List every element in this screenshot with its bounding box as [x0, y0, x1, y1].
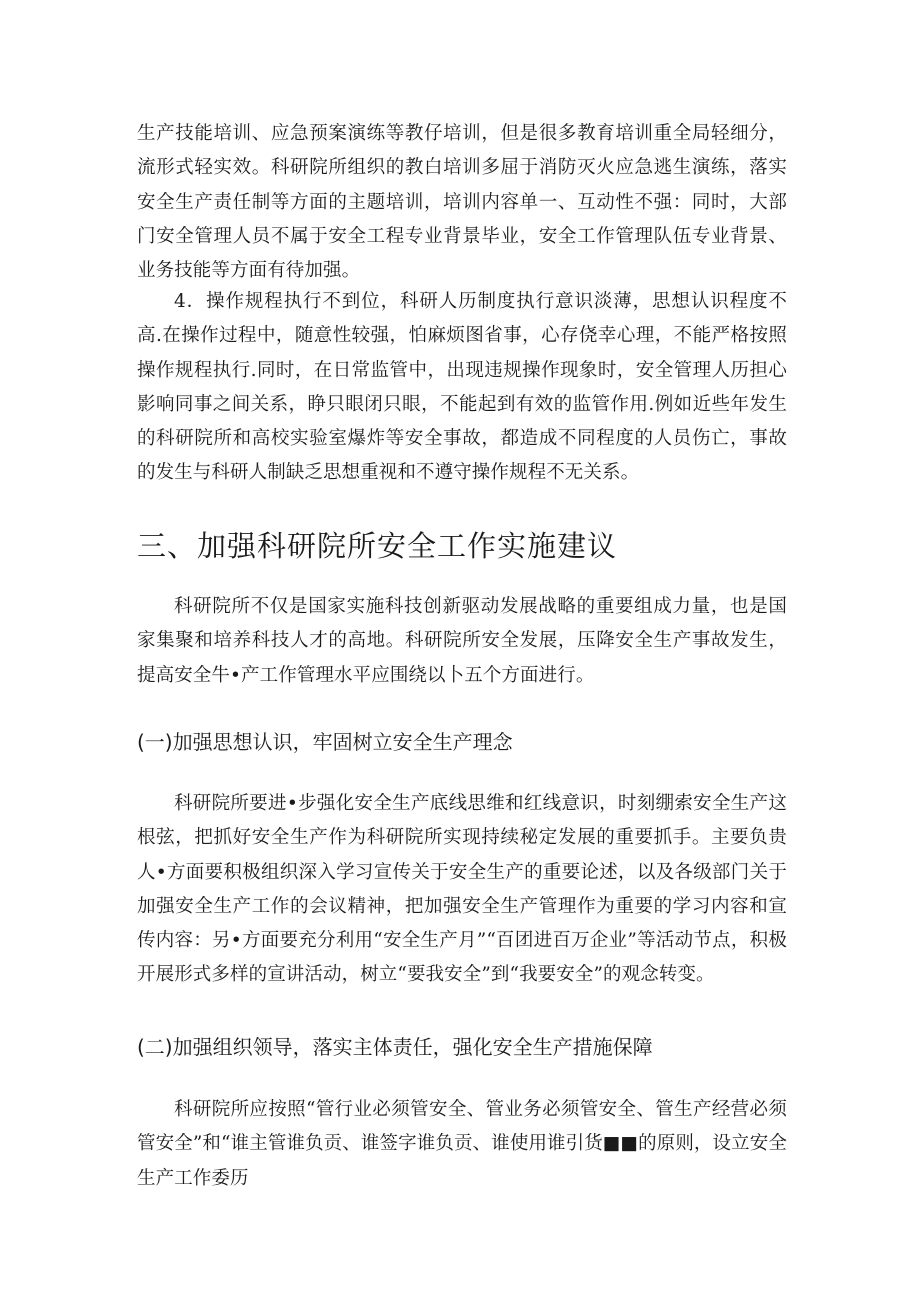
paragraph-leadership-details: 科研院所应按照“管行业必须管安全、管业务必须管安全、管生产经营必须管安全”和“谁主管谁负贡、谁签字谁负贡、谁使用谁引货■■的原则，设立安全生产工作委历 [137, 1099, 787, 1189]
paragraph-training-issues: 生产技能培训、应急预案演练等教仔培训，但是很多教育培训重全局轻细分，流形式轻实效。科研院所组织的教白培训多屈于消防灭火应急逃生演练，落实安全生产责任制等方面的主题培训，培训内容单一、互动性不强：同时，大部门安全管理人员不属于安全工程专业背景毕业，安全工作管理队伍专业背景、业务技能等方面有待加强。 [137, 123, 787, 282]
paragraph-operating-procedures: 4．操作规程执行不到位，科研人历制度执行意识淡薄，思想认识程度不高.在操作过程中，随意性较强，怕麻烦图省事，心存侥幸心理，不能严格按照操作规程执行.同时，在日常监管中，出现违规操作现象时，安全管理人历担心影响同事之间关系，睁只眼闭只眼，不能起到有效的监管作用.例如近些年发生的科研院所和高校实验室爆炸等安全事故，都造成不同程度的人员伤亡，事故的发生与科研人制缺乏思想重视和不遵守操作规程不无关系。 [137, 291, 787, 484]
paragraph-section3-intro: 科研院所不仅是国家实施科技创新驱动发展战略的重要组成力量，也是国家集聚和培养科技人才的高地。科研院所安全发展，压降安全生产事故发生，提高安全牛•产工作管理水平应围绕以卜五个方面进行。 [137, 596, 787, 686]
subheading-organizational-leadership: (二)加强组织领导，落实主体责任，强化安全生产措施保障 [137, 1035, 653, 1059]
paragraph-awareness-details: 科研院所要进•步强化安全生产底线思维和红线意识，时刻绷索安全生产这根弦，把抓好安全生产作为科研院所实现持续秘定发展的重要抓手。主要负贵人•方面要积极组织深入学习宣传关于安全生产的重要论述，以及各级部门关于加强安全生产工作的会议精神，把加强安全生产管理作为重要的学习内容和宣传内容：另•方面要充分利用“安全生产月”“百团进百万企业”等活动节点，积极开展形式多样的宣讲活动，树立“要我安全”到“我要安全”的观念转变。 [137, 793, 787, 986]
section-heading-implementation-suggestions: 三、加强科研院所安全工作实施建议 [137, 529, 618, 563]
subheading-strengthen-awareness: (一)加强思想认识，牢固树立安全生产理念 [137, 730, 513, 754]
